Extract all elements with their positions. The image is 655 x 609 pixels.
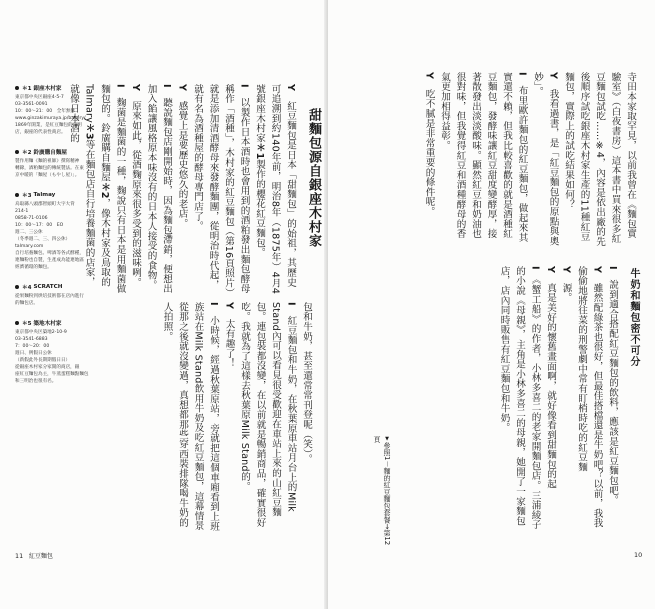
dialogue-paragraph <box>574 266 605 536</box>
speaker-label: I <box>161 84 172 98</box>
dialogue-text: 小時候，經過秋葉原站，旁就把這個車廂看到上班族站在Milk Stand飲用牛奶及吃紅豆麵包，這幕情景從那之後就沒變過，真想都那些穿西裝排隊喝牛奶的人拍照。 <box>161 302 219 532</box>
dialogue-upper <box>68 84 298 296</box>
bullet-icon <box>15 193 19 197</box>
bullet-icon <box>15 150 19 154</box>
running-title: 紅豆麵包 <box>28 553 53 560</box>
dialogue-paragraph <box>543 266 559 536</box>
dialogue-paragraph <box>128 84 144 296</box>
dialogue-paragraph <box>174 84 190 296</box>
dialogue-paragraph <box>437 72 530 248</box>
note-4: ＊4 SCRATCH 從果麵粉到烘培技術都在店內進行 的麵包店。 <box>15 284 84 306</box>
note-3: ＊3 Talmay 烏取縣八頭郡智頭町大字大背 214-1 0858-71-0106 10：00～17：00 EO 週二、三公休 （冬季週二、三、四公休） talmary.com 自行培養麵包、啤酒等各式酵種， 連麵粉也自製，生產成為能連地區 經濟循環的麵包。 <box>15 192 84 270</box>
dialogue-text: ＊3 <box>83 123 95 140</box>
speaker-label: Y <box>223 302 235 319</box>
dialogue-paragraph <box>221 302 237 536</box>
dialogue-text: 雖然配綠茶也很好，但最佳搭檔還是牛奶吧？以前，我我偷偷地將往菜的刑警劇中常有盯梢時吃的紅豆麵 <box>576 266 603 528</box>
speaker-label: I <box>607 266 618 280</box>
dialogue-paragraph <box>299 302 315 536</box>
dialogue-text: 包和牛奶，甚至還常常刊登呢（笑）。 <box>301 302 312 464</box>
dialogue-paragraph <box>143 84 174 296</box>
triangle-icon: ▼ <box>384 436 390 442</box>
dialogue-paragraph <box>237 302 299 536</box>
speaker-label: Y <box>130 84 141 101</box>
speaker-label: I <box>285 302 297 316</box>
bullet-icon <box>15 321 19 325</box>
dialogue-text: 說到適合搭配紅豆麵包的飲料，應該是紅豆麵包吧。 <box>607 279 618 505</box>
dialogue-paragraph <box>605 266 621 536</box>
section-title: 甜麵包源自銀座木村家 <box>306 108 321 248</box>
page-folio-right <box>634 551 642 559</box>
dialogue-paragraph <box>190 84 252 296</box>
note-5: ＊5 築地木村家 東京都中央区築地2-10-9 03-3541-6883 7：00～20：00 週日、例假日公休 （新假此外長期期假日日） 從銀座木村家分家開的商店，銀 座紅豆麵包為主，牛蒸蛋糕麵點麵包 和三明治也很有名。 <box>15 321 89 384</box>
dialogue-text: 原來如此，從酒麴原來很多受到的滋味咧。 <box>130 100 141 288</box>
cross-reference: ▼參照1－麵的紅豆麵包套餐→第12頁 <box>373 436 391 546</box>
speaker-label: Y <box>545 266 556 283</box>
speaker-label: Y <box>176 84 188 101</box>
dialogue-upper-right <box>348 72 638 248</box>
speaker-label: Y <box>547 72 559 89</box>
dialogue-text: 太有趣了！ <box>223 318 235 368</box>
dialogue-text: 紅豆麵包是日本「甜麵包」的始祖，其歷史可追溯到約140年前，明治8年（1875年）4月4號銀座木村家 <box>254 84 296 295</box>
speaker-label: I <box>238 84 250 98</box>
dialogue-text: ＊2 <box>99 182 110 199</box>
speaker-label: Y <box>423 72 435 89</box>
right-page <box>328 0 655 609</box>
dialogue-text: 紅豆麵包和牛奶，在秋葉原車站月台上的Milk Stand內可以看見很受歡迎在車站上來的山紅豆麵包。連包裝都沒變，在以前就是暢銷商品，確實很好吃。我就為了這樣去秋葉原Milk Stand的。 <box>239 302 297 528</box>
dialogue-text: 我看過書，是「紅豆麵包的原點與奧妙」。 <box>532 72 559 246</box>
dialogue-text: 寺田本家取罕見，以前我曾在《麵包實驗室》（白夜書房）這本書中買來很多紅豆麵包試吃……※4，內容是依出廠的先後順序試吃銀座木村家生產的11種紅豆麵包，實際上的試吃結果如何？ <box>563 72 636 247</box>
dialogue-text: 布里歐許麵包的紅豆麵包，做起來其實還不賴，但我比較喜歡的就是酒種紅豆麵包，發酵味讓紅豆甜度變酵厚，接著散發出淡淡酸味。顯然紅豆和奶油也很對味，但我覺得紅豆和酒種酵母的香氣更加相得益彰。 <box>439 72 528 243</box>
dialogue-paragraph <box>421 72 437 248</box>
dialogue-paragraph <box>252 84 299 296</box>
dialogue-text: 源。 <box>560 282 572 303</box>
page-number: 10 <box>634 551 643 559</box>
speaker-label: I <box>208 302 219 316</box>
bullet-icon <box>15 86 19 90</box>
dialogue-paragraph <box>530 72 561 248</box>
page-number: 11 <box>15 552 24 560</box>
dialogue-text: 以製作日本酒時也會用到的酒粕發出麵包酵母稱作「酒種」，木村家的紅豆麵包（第16頁照片）就是添加清酒酵母來發酵麵團，從明治時代起，就有名為酒種屋的酵母專門店了。 <box>192 84 250 294</box>
dialogue-text: 等在麵包店自行培養麵菌的店家，就像日本酒的 <box>68 84 95 287</box>
left-page <box>0 0 327 609</box>
dialogue-text: ＊1 <box>254 142 265 160</box>
dialogue-paragraph <box>561 72 639 248</box>
dialogue-text: 感覺上是要歷史悠久的老店。 <box>176 100 188 229</box>
dialogue-text: 麴菌是麵菌的一種，麴說只有日本是用麵菌做麵包的。鈴廣購自麵屋 <box>99 84 126 294</box>
speaker-label: Y <box>560 266 572 283</box>
dialogue-text: 《蟹工船》的作者，小林多喜二的老家開麵包店。三浦綾子的小說《母親》，主角是小林多喜二的母親，她開了一家麵包店，店內同時販售有紅豆麵包和牛奶。 <box>498 266 541 530</box>
speaker-label: Y <box>591 266 603 283</box>
speaker-label: I <box>529 266 541 280</box>
note-2: ＊2 鈴廣購自麵屋 製作用麵《麵的祖師》撰寫精神 轉錄，酒粕麵包的傳統製法。在東 京中暖的「麵屋（もやし屋）」。 <box>15 150 84 178</box>
dialogue-text: ，像木村家及鳥取的Talmary <box>83 84 110 287</box>
page-folio-left <box>15 551 53 560</box>
note-1: ＊1 銀座木村家 東京都中央区銀座4-5-7 03-3561-0091 10：00～21：00 全年無休 www.ginzakimuraya.jp/bakery/ 1869年開業，是紅豆麵包的發明 店，銀座的代表性商店。 <box>15 86 86 135</box>
dialogue-lower <box>110 302 314 536</box>
dialogue-text: 製作的櫻花紅豆麵包。 <box>254 159 265 258</box>
dialogue-paragraph <box>66 84 128 296</box>
dialogue-text: 聽說麵包店剛開始時，因為麵包滯銷，便想出加入餡讓風格原本味沒有的日本人接受的食物。 <box>145 84 172 294</box>
dialogue-paragraph <box>496 266 543 536</box>
dialogue-paragraph <box>558 266 574 536</box>
speaker-label: I <box>114 84 126 98</box>
speaker-label: Y <box>285 84 296 101</box>
dialogue-paragraph <box>159 302 221 536</box>
dialogue-text: 真是美好的懷舊畫面啊，就好像看到甜麵包的起 <box>545 282 556 489</box>
bullet-icon <box>15 285 19 289</box>
speaker-label: I <box>516 72 528 86</box>
dialogue-text: 吃不膩是非常重要的條件呢。 <box>423 88 435 217</box>
section-subtitle: 牛奶和麵包密不可分 <box>628 268 639 367</box>
